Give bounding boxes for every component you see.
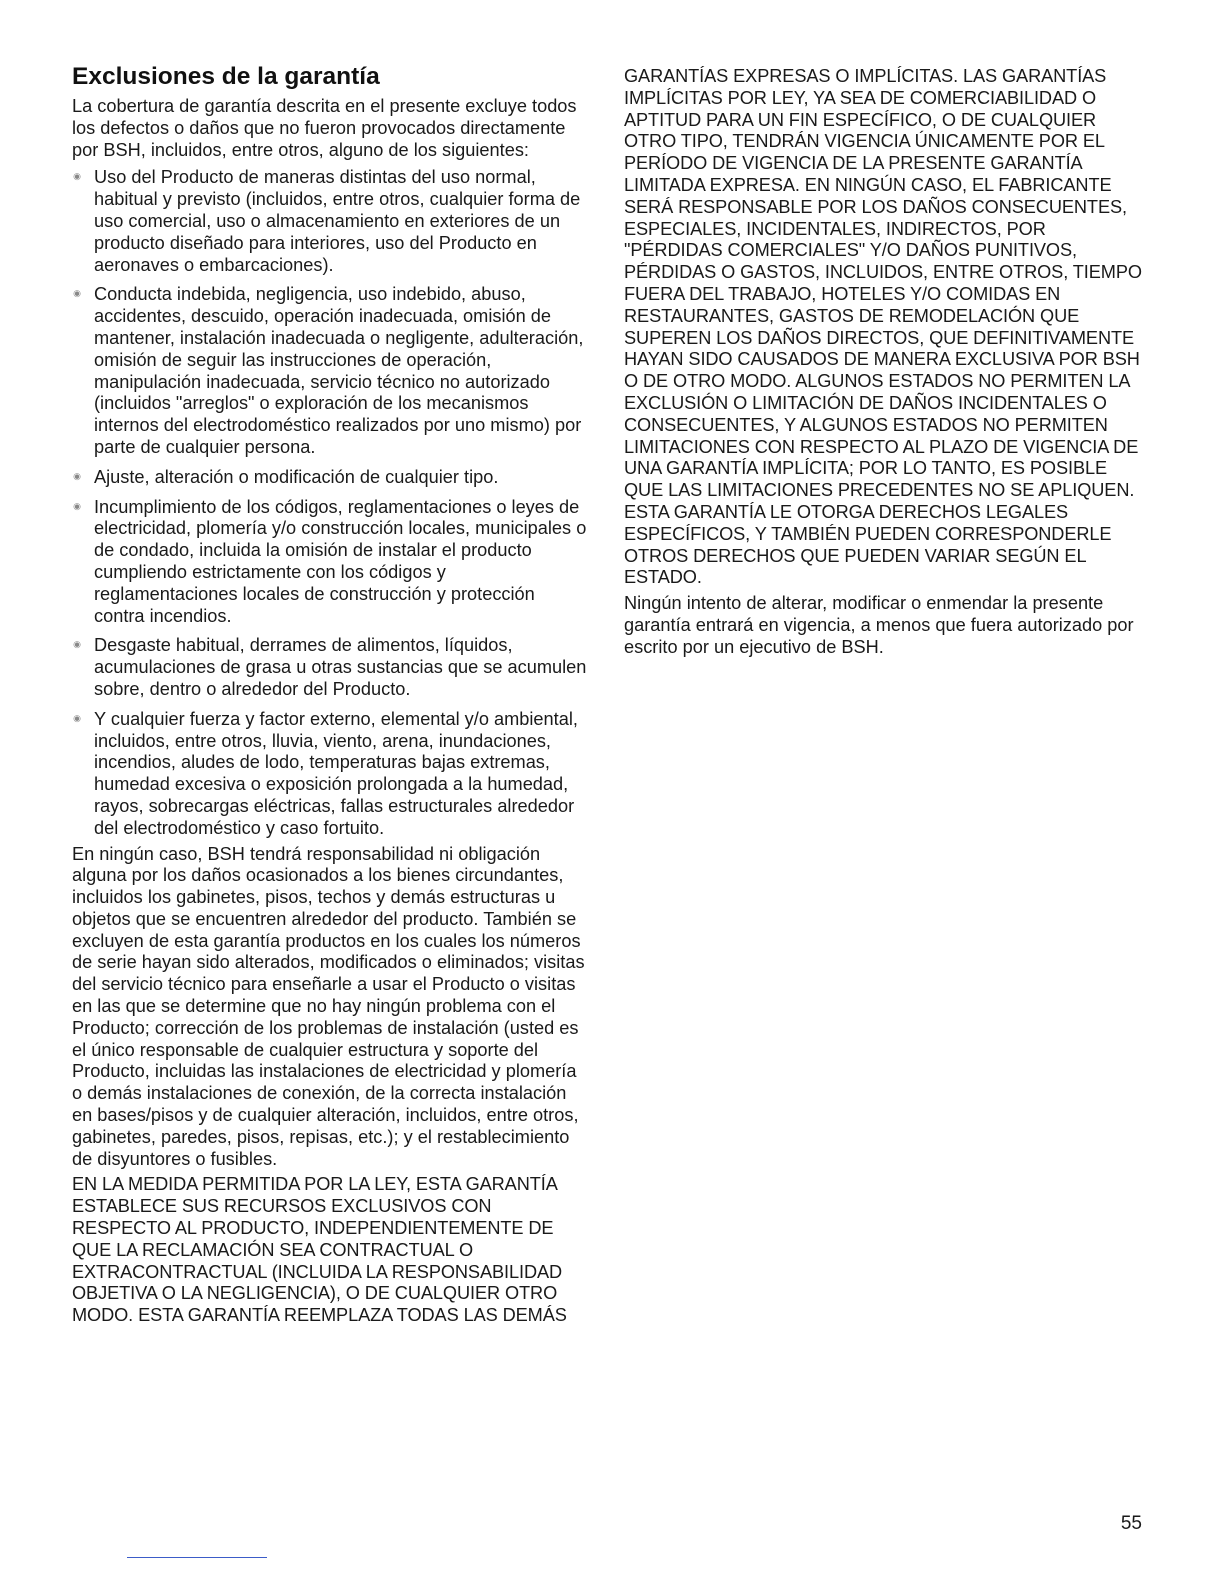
list-item	[72, 635, 587, 700]
list-item-text: Incumplimiento de los códigos, reglamentaciones o leyes de electricidad, plomería y/o construcción locales, municipales o de condado, incluida la omisión de instalar el producto cumpliendo estrictamente con los códigos y reglamentaciones locales de construcción y protección contra incendios.	[94, 496, 587, 626]
legal-caps-continued: GARANTÍAS EXPRESAS O IMPLÍCITAS. LAS GARANTÍAS IMPLÍCITAS POR LEY, YA SEA DE COMERCIABILIDAD O APTITUD PARA UN FIN ESPECÍFICO, O DE CUALQUIER OTRO TIPO, TENDRÁN VIGENCIA ÚNICAMENTE POR EL PERÍODO DE VIGENCIA DE LA PRESENTE GARANTÍA LIMITADA EXPRESA. EN NINGÚN CASO, EL FABRICANTE SERÁ RESPONSABLE POR LOS DAÑOS CONSECUENTES, ESPECIALES, INCIDENTALES, INDIRECTOS, POR "PÉRDIDAS COMERCIALES" Y/O DAÑOS PUNITIVOS, PÉRDIDAS O GASTOS, INCLUIDOS, ENTRE OTROS, TIEMPO FUERA DEL TRABAJO, HOTELES Y/O COMIDAS EN RESTAURANTES, GASTOS DE REMODELACIÓN QUE SUPEREN LOS DAÑOS DIRECTOS, QUE DEFINITIVAMENTE HAYAN SIDO CAUSADOS DE MANERA EXCLUSIVA POR BSH O DE OTRO MODO. ALGUNOS ESTADOS NO PERMITEN LA EXCLUSIÓN O LIMITACIÓN DE DAÑOS INCIDENTALES O CONSECUENTES, Y ALGUNOS ESTADOS NO PERMITEN LIMITACIONES CON RESPECTO AL PLAZO DE VIGENCIA DE UNA GARANTÍA IMPLÍCITA; POR LO TANTO, ES POSIBLE QUE LAS LIMITACIONES PRECEDENTES NO SE APLIQUEN. ESTA GARANTÍA LE OTORGA DERECHOS LEGALES ESPECÍFICOS, Y TAMBIÉN PUEDEN CORRESPONDERLE OTROS DERECHOS QUE PUEDEN VARIAR SEGÚN EL ESTADO.	[624, 66, 1142, 588]
list-item-text: Desgaste habitual, derrames de alimentos, líquidos, acumulaciones de grasa u otras sustancias que se acumulen sobre, dentro o alrededor del Producto.	[94, 635, 587, 699]
list-item	[72, 709, 587, 840]
legal-caps-paragraph: EN LA MEDIDA PERMITIDA POR LA LEY, ESTA GARANTÍA ESTABLECE SUS RECURSOS EXCLUSIVOS CON RESPECTO AL PRODUCTO, INDEPENDIENTEMENTE DE QUE LA RECLAMACIÓN SEA CONTRACTUAL O EXTRACONTRACTUAL (INCLUIDA LA RESPONSABILIDAD OBJETIVA O LA NEGLIGENCIA), O DE CUALQUIER OTRO MODO. ESTA GARANTÍA REEMPLAZA TODAS LAS DEMÁS	[72, 1174, 567, 1326]
footer-rule	[127, 1557, 267, 1558]
bullet-icon: ◉	[73, 470, 81, 481]
list-item-text: Ajuste, alteración o modificación de cualquier tipo.	[94, 466, 499, 487]
bullet-icon: ◉	[73, 500, 81, 511]
left-column	[72, 62, 587, 1327]
exclusions-list	[72, 167, 587, 839]
right-column	[624, 66, 1149, 659]
bullet-icon: ◉	[73, 639, 81, 650]
section-heading: Exclusiones de la garantía	[72, 63, 380, 90]
intro-paragraph: La cobertura de garantía descrita en el presente excluye todos los defectos o daños que no fueron provocados directamente por BSH, incluidos, entre otros, alguno de los siguientes:	[72, 96, 577, 160]
list-item	[72, 167, 587, 276]
list-item	[72, 467, 587, 489]
list-item	[72, 284, 587, 458]
liability-paragraph: En ningún caso, BSH tendrá responsabilidad ni obligación alguna por los daños ocasionados a los bienes circundantes, incluidos los gabinetes, pisos, techos y demás estructuras u objetos que se encuentren alrededor del producto. También se excluyen de esta garantía productos en los cuales los números de serie hayan sido alterados, modificados o eliminados; visitas del servicio técnico para enseñarle a usar el Producto o visitas en las que se determine que no hay ningún problema con el Producto; corrección de los problemas de instalación (usted es el único responsable de cualquier estructura y soporte del Producto, incluidas las instalaciones de electricidad y plomería o demás instalaciones de conexión, de la correcta instalación en bases/pisos y de cualquier alteración, incluidos, entre otros, gabinetes, paredes, pisos, repisas, etc.); y el restablecimiento de disyuntores o fusibles.	[72, 843, 585, 1169]
bullet-icon: ◉	[73, 288, 81, 299]
page-number: 55	[1120, 1513, 1142, 1534]
list-item-text: Y cualquier fuerza y factor externo, elemental y/o ambiental, incluidos, entre otros, lluvia, viento, arena, inundaciones, incendios, aludes de lodo, temperaturas bajas extremas, humedad excesiva o exposición prolongada a la humedad, rayos, sobrecargas eléctricas, fallas estructurales alrededor del electrodoméstico y caso fortuito.	[94, 708, 578, 838]
bullet-icon: ◉	[73, 171, 81, 182]
list-item	[72, 497, 587, 628]
list-item-text: Conducta indebida, negligencia, uso indebido, abuso, accidentes, descuido, operación inadecuada, omisión de mantener, instalación inadecuada o negligente, adulteración, omisión de seguir las instrucciones de operación, manipulación inadecuada, servicio técnico no autorizado (incluidos "arreglos" o exploración de los mecanismos internos del electrodoméstico realizados por uno mismo) por parte de cualquier persona.	[94, 284, 584, 457]
list-item-text: Uso del Producto de maneras distintas del uso normal, habitual y previsto (incluidos, entre otros, cualquier forma de uso comercial, uso o almacenamiento en exteriores de un producto diseñado para interiores, uso del Producto en aeronaves o embarcaciones).	[94, 167, 581, 275]
amendment-paragraph: Ningún intento de alterar, modificar o enmendar la presente garantía entrará en vigencia, a menos que fuera autorizado por escrito por un ejecutivo de BSH.	[624, 593, 1134, 657]
bullet-icon: ◉	[73, 712, 81, 723]
